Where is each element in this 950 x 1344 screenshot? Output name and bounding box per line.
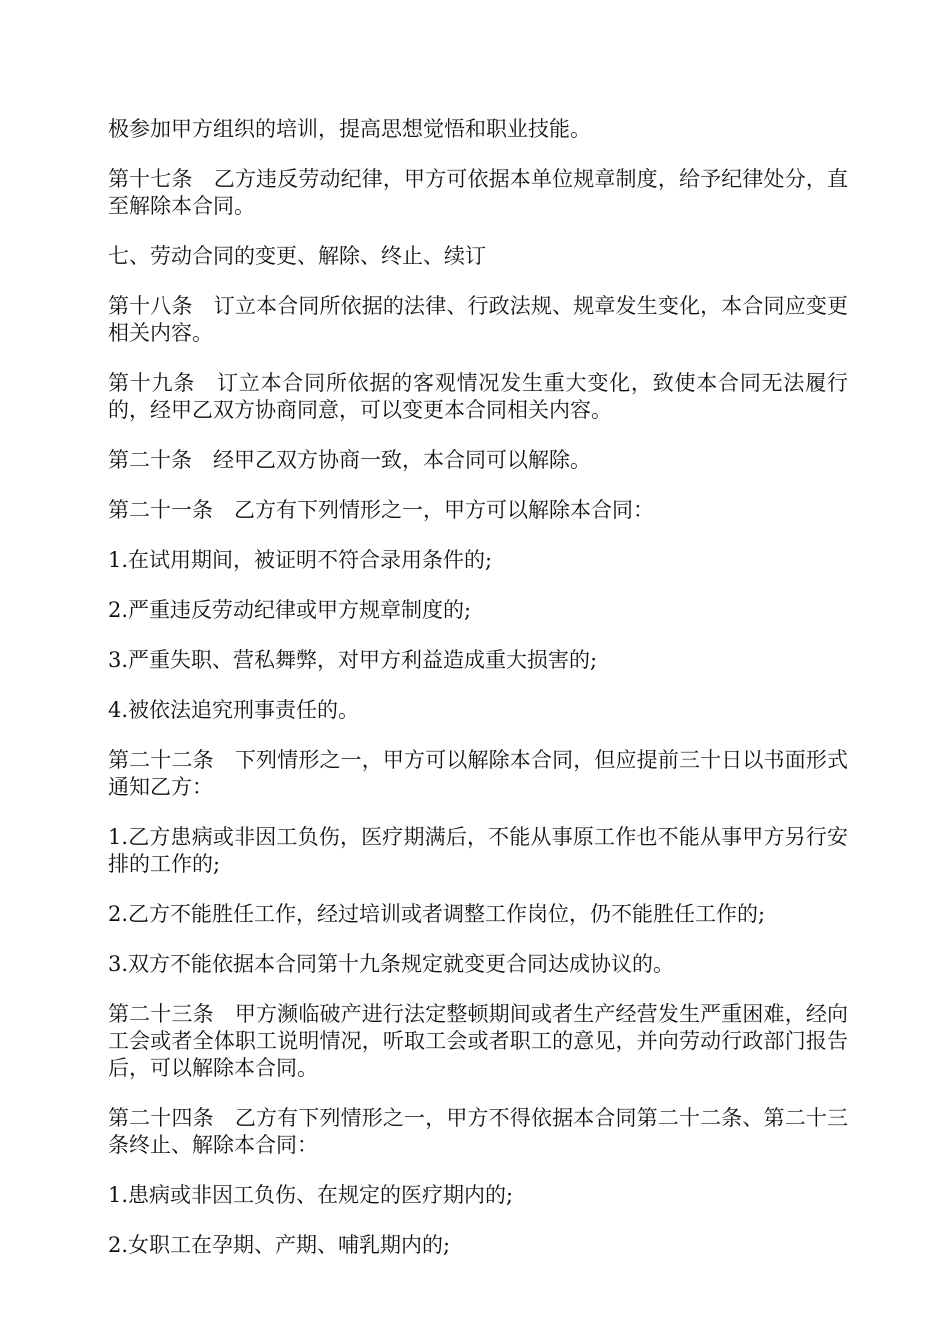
paragraph-article-23: 第二十三条 甲方濒临破产进行法定整顿期间或者生产经营发生严重困难，经向工会或者全体职工说明情况，听取工会或者职工的意见，并向劳动行政部门报告后，可以解除本合同。 — [108, 1002, 848, 1080]
paragraph-article-17: 第十七条 乙方违反劳动纪律，甲方可依据本单位规章制度，给予纪律处分，直至解除本合同。 — [108, 167, 848, 218]
paragraph-training: 极参加甲方组织的培训，提高思想觉悟和职业技能。 — [108, 117, 591, 141]
list-item-22-3: 3.双方不能依据本合同第十九条规定就变更合同达成协议的。 — [108, 952, 675, 976]
section-heading-7: 七、劳动合同的变更、解除、终止、续订 — [108, 244, 486, 268]
paragraph-article-19: 第十九条 订立本合同所依据的客观情况发生重大变化，致使本合同无法履行的，经甲乙双方协商同意，可以变更本合同相关内容。 — [108, 371, 848, 422]
document-body — [108, 116, 848, 1282]
list-item-21-4: 4.被依法追究刑事责任的。 — [108, 698, 360, 722]
list-item-21-1: 1.在试用期间，被证明不符合录用条件的; — [108, 548, 493, 572]
paragraph-article-22: 第二十二条 下列情形之一，甲方可以解除本合同，但应提前三十日以书面形式通知乙方： — [108, 748, 848, 799]
paragraph-article-18: 第十八条 订立本合同所依据的法律、行政法规、规章发生变化，本合同应变更相关内容。 — [108, 294, 848, 345]
paragraph-article-21: 第二十一条 乙方有下列情形之一，甲方可以解除本合同： — [108, 498, 654, 522]
list-item-21-3: 3.严重失职、营私舞弊，对甲方利益造成重大损害的; — [108, 648, 598, 672]
paragraph-article-20: 第二十条 经甲乙双方协商一致，本合同可以解除。 — [108, 448, 591, 472]
list-item-22-1: 1.乙方患病或非因工负伤，医疗期满后，不能从事原工作也不能从事甲方另行安排的工作的; — [108, 825, 848, 876]
list-item-24-2: 2.女职工在孕期、产期、哺乳期内的; — [108, 1233, 451, 1257]
list-item-22-2: 2.乙方不能胜任工作，经过培训或者调整工作岗位，仍不能胜任工作的; — [108, 902, 766, 926]
paragraph-article-24: 第二十四条 乙方有下列情形之一，甲方不得依据本合同第二十二条、第二十三条终止、解除本合同： — [108, 1106, 848, 1157]
list-item-21-2: 2.严重违反劳动纪律或甲方规章制度的; — [108, 598, 472, 622]
list-item-24-1: 1.患病或非因工负伤、在规定的医疗期内的; — [108, 1183, 514, 1207]
